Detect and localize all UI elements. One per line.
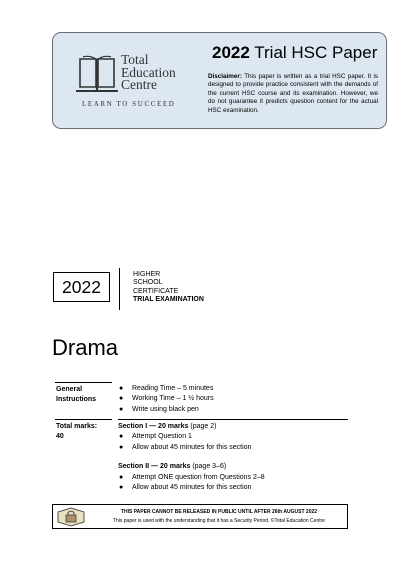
disclaimer-text: This paper is written as a trial HSC paper. It is designed to provide practice consistent with the demands of the current HSC course and its examination. However, we do not guarantee it predicts question content for the actual HSC examination. [208,73,378,114]
header-card [52,32,387,129]
paper-title-text: Trial HSC Paper [254,43,378,62]
total-marks-value: 40 [56,432,64,440]
total-marks-label: Total marks: 40 [56,423,98,440]
subject-title: Drama [52,335,119,360]
logo-tagline: LEARN TO SUCCEED [82,100,176,108]
security-notice: This paper is used with the understanding that it has a Security Period. ©Total Education Centre [112,518,326,524]
total-education-centre-logo [75,53,185,113]
divider [119,268,120,310]
divider [55,419,112,420]
paper-year: 2022 [212,43,250,62]
list-item: ● Allow about 45 minutes for this section [119,484,252,492]
list-item: ● Attempt Question 1 [119,433,192,441]
hsc-line: CERTIFICATE [133,287,179,295]
paper-title [212,43,377,63]
general-instructions-list [118,384,214,415]
hsc-title [133,271,204,304]
section-list [118,422,265,493]
divider [118,419,348,420]
list-item: ● Reading Time – 5 minutes [119,385,214,392]
exam-year-box [53,272,110,302]
lock-badge-icon [56,507,86,527]
list-item: ● Allow about 45 minutes for this section [119,443,252,451]
section-1-heading: Section I — 20 marks (page 2) [118,423,217,430]
hsc-line: SCHOOL [133,279,163,287]
disclaimer-label: Disclaimer: [208,73,242,80]
divider [55,382,112,383]
list-item: ● Working Time – 1 ½ hours [119,395,214,403]
logo-name: Total Education Centre [121,52,176,92]
security-footer [52,504,348,529]
release-notice: THIS PAPER CANNOT BE RELEASED IN PUBLIC UNTIL AFTER 26th AUGUST 2022 [120,509,318,515]
list-item: ● Attempt ONE question from Questions 2–8 [119,473,265,481]
trial-examination-label: TRIAL EXAMINATION [133,295,204,303]
section-2-heading: Section II — 20 marks (page 3–6) [118,463,227,471]
exam-year: 2022 [62,276,101,297]
general-instructions-label: General Instructions [56,386,97,403]
disclaimer [208,73,378,115]
open-book-icon [75,53,119,95]
hsc-line: HIGHER [133,271,161,278]
list-item: ● Write using black pen [119,405,199,413]
